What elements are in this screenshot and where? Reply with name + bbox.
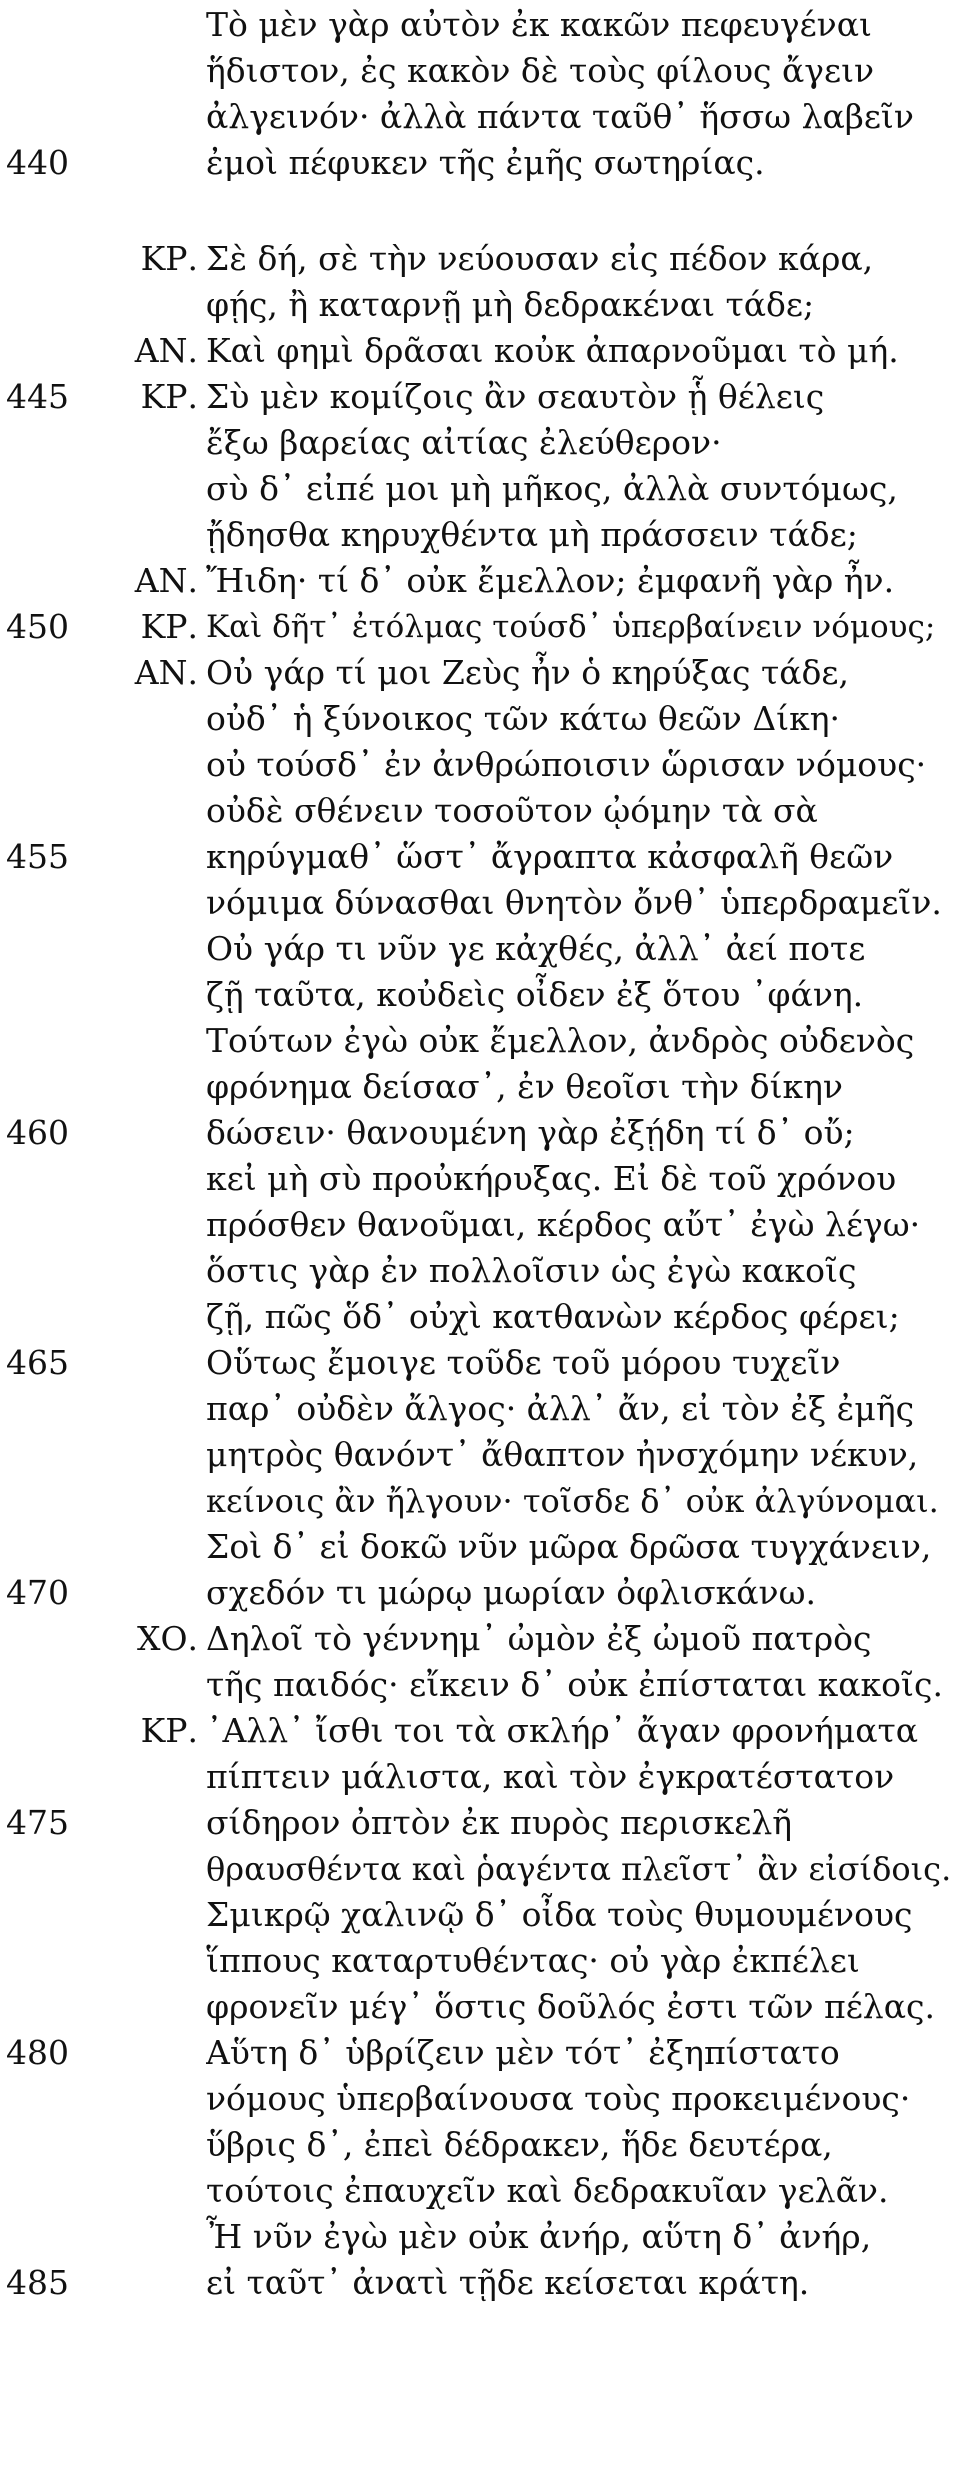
verse-text: οὐ τούσδ᾽ ἐν ἀνθρώποισιν ὥρισαν νόμους· <box>206 745 927 784</box>
verse-text: φρονεῖν μέγ᾽ ὅστις δοῦλός ἐστι τῶν πέλας. <box>206 1987 935 2026</box>
verse-line <box>0 1064 960 1110</box>
line-number: 445 <box>6 377 69 416</box>
verse-text: πίπτειν μάλιστα, καὶ τὸν ἐγκρατέστατον <box>206 1757 895 1796</box>
verse-text: εἰ ταῦτ᾽ ἀνατὶ τῇδε κείσεται κράτη. <box>206 2263 810 2302</box>
speaker-label: ΧΟ. <box>136 1619 198 1658</box>
verse-text: οὐδὲ σθένειν τοσοῦτον ᾠόμην τὰ σὰ <box>206 791 818 830</box>
speaker-label: ΑΝ. <box>134 561 198 600</box>
verse-line <box>0 282 960 328</box>
verse-text: φῄς, ἢ καταρνῇ μὴ δεδρακέναι τάδε; <box>206 285 815 324</box>
verse-line <box>0 2 960 48</box>
verse-text: Ἦ νῦν ἐγὼ μὲν οὐκ ἀνήρ, αὕτη δ᾽ ἀνήρ, <box>206 2217 872 2256</box>
line-number: 480 <box>6 2033 69 2072</box>
speaker-label: ΑΝ. <box>134 653 198 692</box>
verse-text: ὕβρις δ᾽, ἐπεὶ δέδρακεν, ἥδε δευτέρα, <box>206 2125 833 2164</box>
verse-line <box>0 2168 960 2214</box>
verse-line <box>0 1248 960 1294</box>
line-number: 465 <box>6 1343 69 1382</box>
verse-line <box>0 1616 960 1662</box>
verse-text: φρόνημα δείσασ᾽, ἐν θεοῖσι τὴν δίκην <box>206 1067 843 1106</box>
verse-line <box>0 1340 960 1386</box>
verse-text: Αὕτη δ᾽ ὑβρίζειν μὲν τότ᾽ ἐξηπίστατο <box>206 2033 840 2072</box>
line-number: 450 <box>6 607 69 646</box>
verse-text: ᾽Αλλ᾽ ἴσθι τοι τὰ σκλήρ᾽ ἄγαν φρονήματα <box>206 1711 919 1750</box>
speaker-label: ΚΡ. <box>140 239 198 278</box>
verse-text: ἐμοὶ πέφυκεν τῆς ἐμῆς σωτηρίας. <box>206 143 765 182</box>
verse-text: κηρύγμαθ᾽ ὥστ᾽ ἄγραπτα κἀσφαλῆ θεῶν <box>206 837 894 876</box>
verse-line <box>0 1294 960 1340</box>
verse-text: Σὲ δή, σὲ τὴν νεύουσαν εἰς πέδον κάρα, <box>206 239 874 278</box>
verse-line <box>0 1754 960 1800</box>
line-number: 470 <box>6 1573 69 1612</box>
verse-text: μητρὸς θανόντ᾽ ἄθαπτον ἠνσχόμην νέκυν, <box>206 1435 919 1474</box>
verse-text: νόμιμα δύνασθαι θνητὸν ὄνθ᾽ ὑπερδραμεῖν. <box>206 883 942 922</box>
verse-text: Ἤιδη· τί δ᾽ οὐκ ἔμελλον; ἐμφανῆ γὰρ ἦν. <box>206 561 895 600</box>
verse-text: Καὶ φημὶ δρᾶσαι κοὐκ ἀπαρνοῦμαι τὸ μή. <box>206 331 899 370</box>
verse-line <box>0 512 960 558</box>
speaker-label: ΚΡ. <box>140 377 198 416</box>
verse-text: Καὶ δῆτ᾽ ἐτόλμας τούσδ᾽ ὑπερβαίνειν νόμους; <box>206 609 936 645</box>
verse-line <box>0 1708 960 1754</box>
verse-text: Οὐ γάρ τί μοι Ζεὺς ἦν ὁ κηρύξας τάδε, <box>206 653 849 692</box>
verse-text: παρ᾽ οὐδὲν ἄλγος· ἀλλ᾽ ἄν, εἰ τὸν ἐξ ἐμῆς <box>206 1389 915 1428</box>
line-number: 440 <box>6 143 69 182</box>
verse-line <box>0 834 960 880</box>
verse-text: νόμους ὑπερβαίνουσα τοὺς προκειμένους· <box>206 2079 911 2118</box>
verse-line <box>0 2214 960 2260</box>
verse-line <box>0 742 960 788</box>
verse-line <box>0 2122 960 2168</box>
verse-text: Δηλοῖ τὸ γέννημ᾽ ὠμὸν ἐξ ὠμοῦ πατρὸς <box>206 1619 872 1658</box>
verse-text: θραυσθέντα καὶ ῥαγέντα πλεῖστ᾽ ἂν εἰσίδοις. <box>206 1850 952 1888</box>
verse-line <box>0 374 960 420</box>
verse-line <box>0 1892 960 1938</box>
verse-line <box>0 1110 960 1156</box>
verse-text: ζῇ ταῦτα, κοὐδεὶς οἶδεν ἐξ ὅτου ᾽φάνη. <box>206 975 864 1014</box>
verse-text: ἀλγεινόν· ἀλλὰ πάντα ταῦθ᾽ ἥσσω λαβεῖν <box>206 97 914 136</box>
verse-line <box>0 140 960 186</box>
verse-line <box>0 788 960 834</box>
verse-text: ἵππους καταρτυθέντας· οὐ γὰρ ἐκπέλει <box>206 1941 860 1980</box>
verse-line <box>0 1846 960 1892</box>
verse-line <box>0 1938 960 1984</box>
verse-line <box>0 1984 960 2030</box>
verse-line <box>0 1386 960 1432</box>
verse-text: Τούτων ἐγὼ οὐκ ἔμελλον, ἀνδρὸς οὐδενὸς <box>206 1021 915 1060</box>
line-number: 460 <box>6 1113 69 1152</box>
verse-text: ἥδιστον, ἐς κακὸν δὲ τοὺς φίλους ἄγειν <box>206 51 875 90</box>
verse-text: Οὕτως ἔμοιγε τοῦδε τοῦ μόρου τυχεῖν <box>206 1343 841 1382</box>
verse-text: ὅστις γὰρ ἐν πολλοῖσιν ὡς ἐγὼ κακοῖς <box>206 1251 857 1290</box>
verse-line <box>0 880 960 926</box>
verse-text: Σὺ μὲν κομίζοις ἂν σεαυτὸν ᾗ θέλεις <box>206 377 825 416</box>
verse-line <box>0 1156 960 1202</box>
verse-line <box>0 1018 960 1064</box>
line-number: 455 <box>6 837 69 876</box>
speaker-label: ΑΝ. <box>134 331 198 370</box>
verse-line <box>0 1524 960 1570</box>
verse-line <box>0 604 960 650</box>
verse-line <box>0 558 960 604</box>
verse-text: σὺ δ᾽ εἰπέ μοι μὴ μῆκος, ἀλλὰ συντόμως, <box>206 469 898 508</box>
verse-line <box>0 1662 960 1708</box>
verse-text: τῆς παιδός· εἴκειν δ᾽ οὐκ ἐπίσταται κακοῖς. <box>206 1665 943 1704</box>
verse-line <box>0 48 960 94</box>
verse-text: Οὐ γάρ τι νῦν γε κἀχθές, ἀλλ᾽ ἀεί ποτε <box>206 929 866 968</box>
verse-line <box>0 650 960 696</box>
speaker-label: ΚΡ. <box>140 1711 198 1750</box>
verse-text: σχεδόν τι μώρῳ μωρίαν ὀφλισκάνω. <box>206 1573 817 1612</box>
verse-line <box>0 236 960 282</box>
verse-line <box>0 2076 960 2122</box>
verse-text: Σοὶ δ᾽ εἰ δοκῶ νῦν μῶρα δρῶσα τυγχάνειν, <box>206 1527 932 1566</box>
verse-line <box>0 2030 960 2076</box>
verse-text: πρόσθεν θανοῦμαι, κέρδος αὔτ᾽ ἐγὼ λέγω· <box>206 1205 921 1244</box>
verse-line <box>0 94 960 140</box>
verse-line <box>0 1800 960 1846</box>
verse-text: οὐδ᾽ ἡ ξύνοικος τῶν κάτω θεῶν Δίκη· <box>206 699 840 738</box>
speaker-label: ΚΡ. <box>140 607 198 646</box>
verse-line <box>0 2260 960 2306</box>
verse-text: κείνοις ἂν ἤλγουν· τοῖσδε δ᾽ οὐκ ἀλγύνομαι. <box>206 1482 939 1520</box>
verse-line <box>0 1478 960 1524</box>
verse-text: δώσειν· θανουμένη γὰρ ἐξῄδη τί δ᾽ οὔ; <box>206 1113 855 1152</box>
verse-text: κεἰ μὴ σὺ προὐκήρυξας. Εἰ δὲ τοῦ χρόνου <box>206 1159 897 1198</box>
verse-line <box>0 1202 960 1248</box>
verse-text: σίδηρον ὀπτὸν ἐκ πυρὸς περισκελῆ <box>206 1803 793 1842</box>
verse-line <box>0 926 960 972</box>
verse-line <box>0 696 960 742</box>
line-number: 485 <box>6 2263 69 2302</box>
verse-line <box>0 466 960 512</box>
verse-line <box>0 1570 960 1616</box>
verse-text: ἔξω βαρείας αἰτίας ἐλεύθερον· <box>206 423 722 462</box>
verse-line <box>0 420 960 466</box>
verse-text: τούτοις ἐπαυχεῖν καὶ δεδρακυῖαν γελᾶν. <box>206 2171 889 2210</box>
verse-text: Τὸ μὲν γὰρ αὐτὸν ἐκ κακῶν πεφευγέναι <box>206 5 872 44</box>
verse-line <box>0 972 960 1018</box>
verse-text: ζῇ, πῶς ὅδ᾽ οὐχὶ κατθανὼν κέρδος φέρει; <box>206 1297 900 1336</box>
verse-text: Σμικρῷ χαλινῷ δ᾽ οἶδα τοὺς θυμουμένους <box>206 1895 913 1934</box>
verse-line <box>0 328 960 374</box>
verse-line <box>0 1432 960 1478</box>
verse-text: ᾔδησθα κηρυχθέντα μὴ πράσσειν τάδε; <box>206 515 858 554</box>
line-number: 475 <box>6 1803 69 1842</box>
